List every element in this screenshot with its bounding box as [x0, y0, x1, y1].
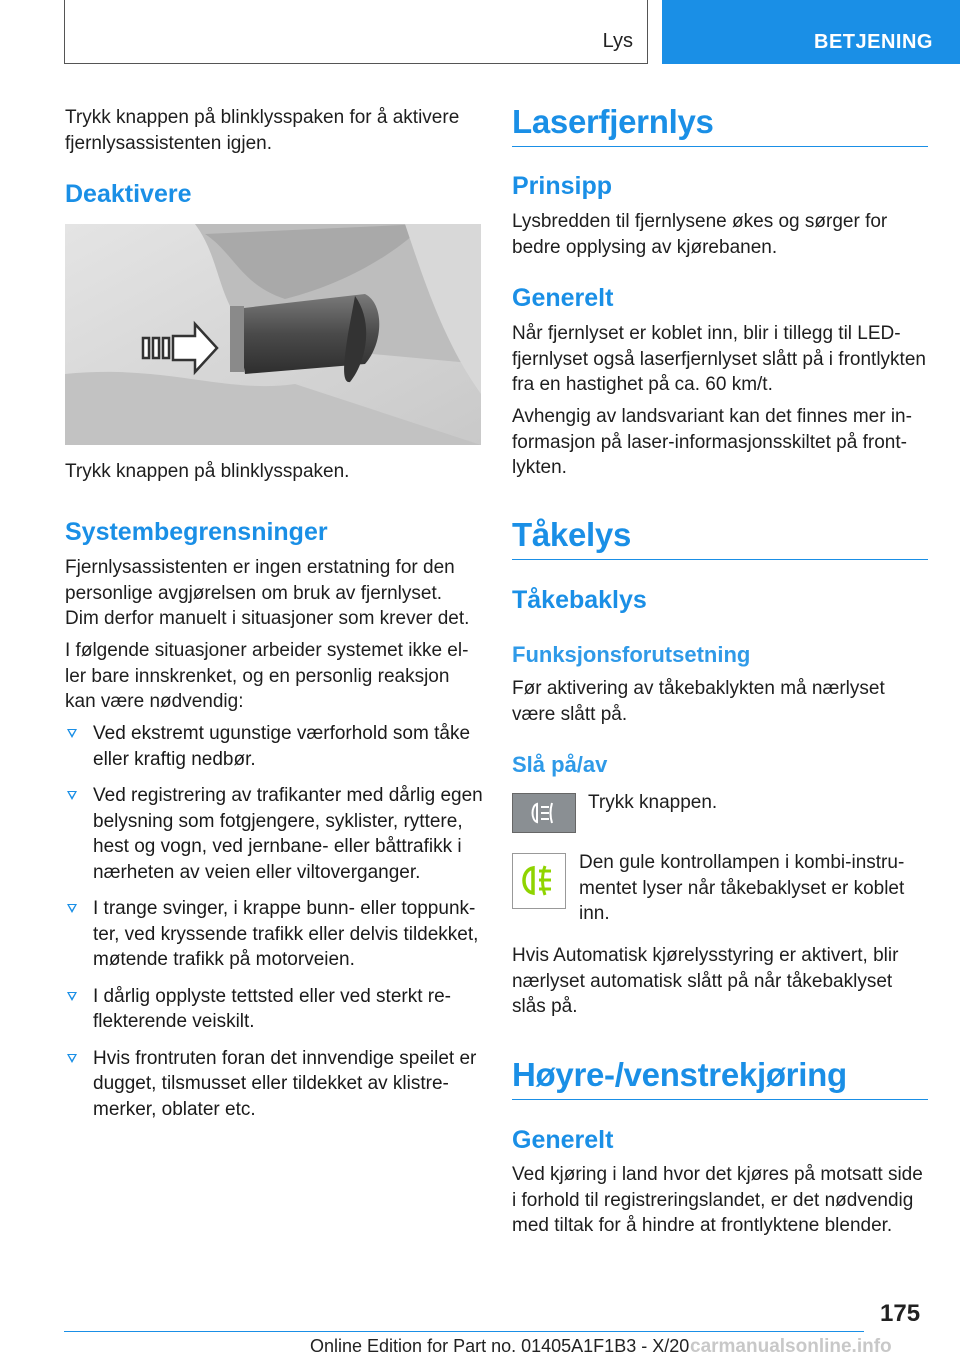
header-chapter-title: BETJENING [814, 31, 933, 53]
heading-prinsipp: Prinsipp [512, 172, 613, 200]
intro-text: Trykk knappen på blinklysspaken for å aktivere fjernlysassistenten igjen. [65, 107, 460, 154]
section-rule [512, 559, 928, 560]
laser-generelt-paragraph-1: Når fjernlyset er koblet inn, blir i tillegg til LED-fjernlyset også laserfjernlyset slått på i frontlykten fra en hastighet på ca. 60 km/t. [512, 323, 926, 395]
rear-fog-button-icon [512, 793, 576, 833]
heading-takebaklys: Tåkebaklys [512, 586, 647, 614]
laser-generelt-paragraph-2: Avhengig av landsvariant kan det finnes mer informasjon på laser-informasjonsskiltet på frontlykten. [512, 406, 912, 478]
indicator-lamp-text: Den gule kontrollampen i kombi-instrumentet lyser når tåkebaklyset er koblet inn. [579, 852, 905, 924]
triangle-bullet-icon [67, 1054, 77, 1063]
triangle-bullet-icon [67, 904, 77, 913]
deaktivere-caption: Trykk knappen på blinklysspaken. [65, 461, 350, 482]
section-rule [512, 146, 928, 147]
header-section-box [64, 0, 648, 64]
triangle-bullet-icon [67, 992, 77, 1001]
triangle-bullet-icon [67, 729, 77, 738]
system-paragraph-2: I følgende situasjoner arbeider systemet ikke eller bare innskrenket, og en personlig reaksjon kan være nødvendig: [65, 640, 469, 712]
triangle-bullet-icon [67, 791, 77, 800]
limitations-list [65, 721, 485, 1133]
heading-funksjonsforutsetning: Funksjonsforutsetning [512, 642, 751, 667]
page-number: 175 [880, 1300, 921, 1327]
heading-hoyre-venstrekjoring: Høyre-/venstrekjøring [512, 1056, 847, 1093]
drive-generelt-text: Ved kjøring i land hvor det kjøres på motsatt side i forhold til registreringslandet, er det nødvendig med tiltak for å hindre at frontlyktene blender. [512, 1164, 923, 1236]
heading-sla-pa-av: Slå på/av [512, 752, 608, 777]
section-rule [512, 1099, 928, 1100]
heading-generelt-drive: Generelt [512, 1126, 614, 1154]
heading-deaktivere: Deaktivere [65, 180, 192, 208]
stalk-illustration [65, 224, 481, 445]
footer-rule [64, 1331, 864, 1332]
heading-takelys: Tåkelys [512, 516, 631, 553]
prinsipp-text: Lysbredden til fjernlysene økes og sørger for bedre opplysing av kjørebanen. [512, 211, 888, 258]
heading-generelt-laser: Generelt [512, 284, 614, 312]
list-item: I trange svinger, i krappe bunn- eller toppunkter, ved kryssende trafikk eller delvis tildekket, møtende trafikk på motorveien. [65, 896, 485, 973]
header-section-title: Lys [602, 30, 633, 52]
list-item: Hvis frontruten foran det innvendige speilet er dugget, tilsmusset eller tildekket av klistremerker, oblater etc. [65, 1046, 485, 1123]
system-paragraph-1: Fjernlysassistenten er ingen erstatning for den personlige avgjørelsen om bruk av fjernlyset. Dim derfor manuelt i situasjoner som krever det. [65, 557, 470, 629]
footer-edition: Online Edition for Part no. 01405A1F1B3 - X/20 [310, 1336, 690, 1356]
list-item: Ved registrering av trafikanter med dårlig egen belysning som fotgjengere, syklister, ryttere, hest og vogn, ved jernbane- eller båttrafikk i nærheten av veien eller viltoverganger. [65, 783, 485, 885]
heading-systembegrensninger: Systembegrensninger [65, 518, 328, 546]
header-chapter-tab [662, 0, 960, 64]
automatic-lights-text: Hvis Automatisk kjørelysstyring er aktivert, blir nærlyset automatisk slått på når tåkebaklyset slås på. [512, 945, 899, 1017]
requirement-text: Før aktivering av tåkebaklykten må nærlyset være slått på. [512, 678, 885, 725]
heading-laserfjernlys: Laserfjernlys [512, 103, 714, 140]
rear-fog-indicator-icon [512, 853, 566, 909]
stalk-button-photo [65, 224, 481, 445]
list-item: I dårlig opplyste tettsted eller ved sterkt reflekterende veiskilt. [65, 984, 485, 1035]
press-button-text: Trykk knappen. [588, 792, 718, 813]
list-item: Ved ekstremt ugunstige værforhold som tåke eller kraftig nedbør. [65, 721, 485, 772]
watermark: carmanualsonline.info [690, 1336, 892, 1357]
